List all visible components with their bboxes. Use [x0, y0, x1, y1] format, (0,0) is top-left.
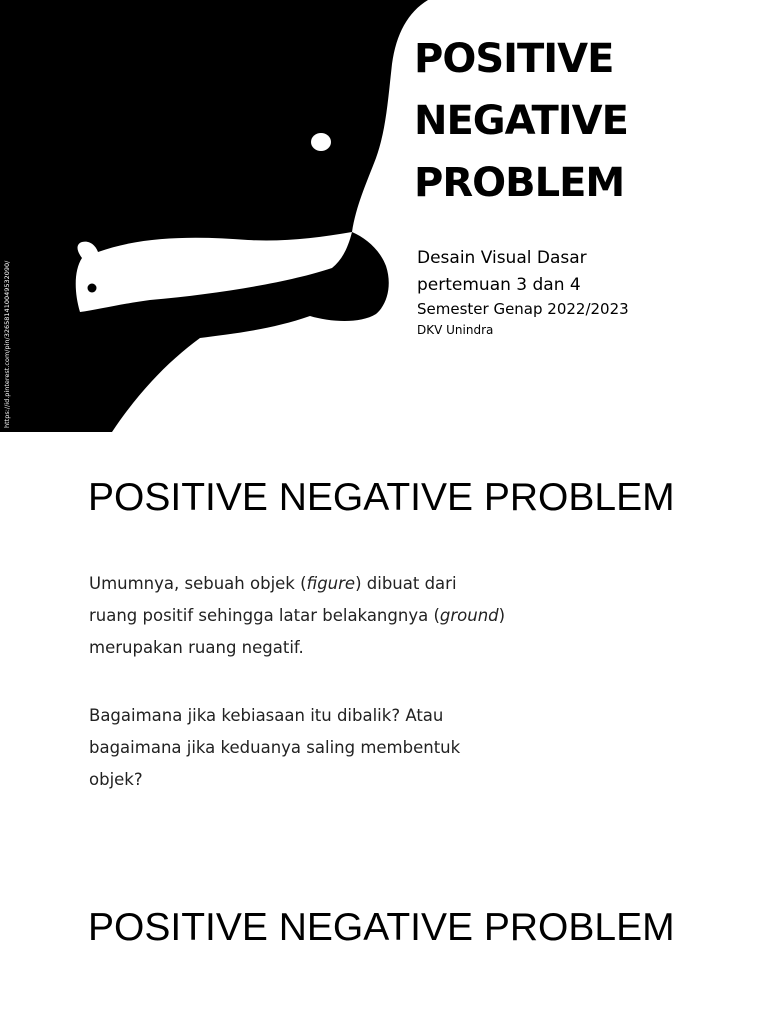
cat-silhouette [0, 0, 428, 432]
emphasis-ground: ground [439, 606, 499, 625]
slide-title: POSITIVE NEGATIVE PROBLEM [88, 476, 675, 519]
emphasis-figure: figure [306, 574, 356, 593]
paragraph-text: ) merupakan ruang negatif. [89, 606, 506, 657]
cover-title-line: PROBLEM [414, 160, 625, 206]
paragraph-text: ) dibuat dari ruang positif sehingga latar belakangnya ( [89, 574, 457, 625]
mouse-eye [88, 284, 97, 293]
cover-title [414, 28, 628, 214]
cover-title-line: POSITIVE [414, 36, 614, 82]
paragraph-question: Bagaimana jika kebiasaan itu dibalik? Atau bagaimana jika keduanya saling membentuk objek? [89, 706, 461, 789]
cat-eye [311, 133, 331, 151]
slide-title: POSITIVE NEGATIVE PROBLEM [88, 906, 675, 949]
semester-info: Semester Genap 2022/2023 [417, 300, 629, 318]
meeting-info: pertemuan 3 dan 4 [417, 275, 581, 295]
content-slide-next [0, 862, 768, 1024]
content-slide [0, 438, 768, 858]
paragraph-figure-ground [89, 568, 509, 664]
cat-mouse-illustration [0, 0, 440, 432]
course-name: Desain Visual Dasar [417, 248, 587, 268]
cover-title-line: NEGATIVE [414, 98, 628, 144]
paragraph-text: Umumnya, sebuah objek ( [89, 574, 307, 593]
organization: DKV Unindra [417, 323, 494, 337]
cover-slide [0, 0, 768, 432]
image-credit: https://id.pinterest.com/pin/326581410049532090/ [3, 260, 11, 428]
